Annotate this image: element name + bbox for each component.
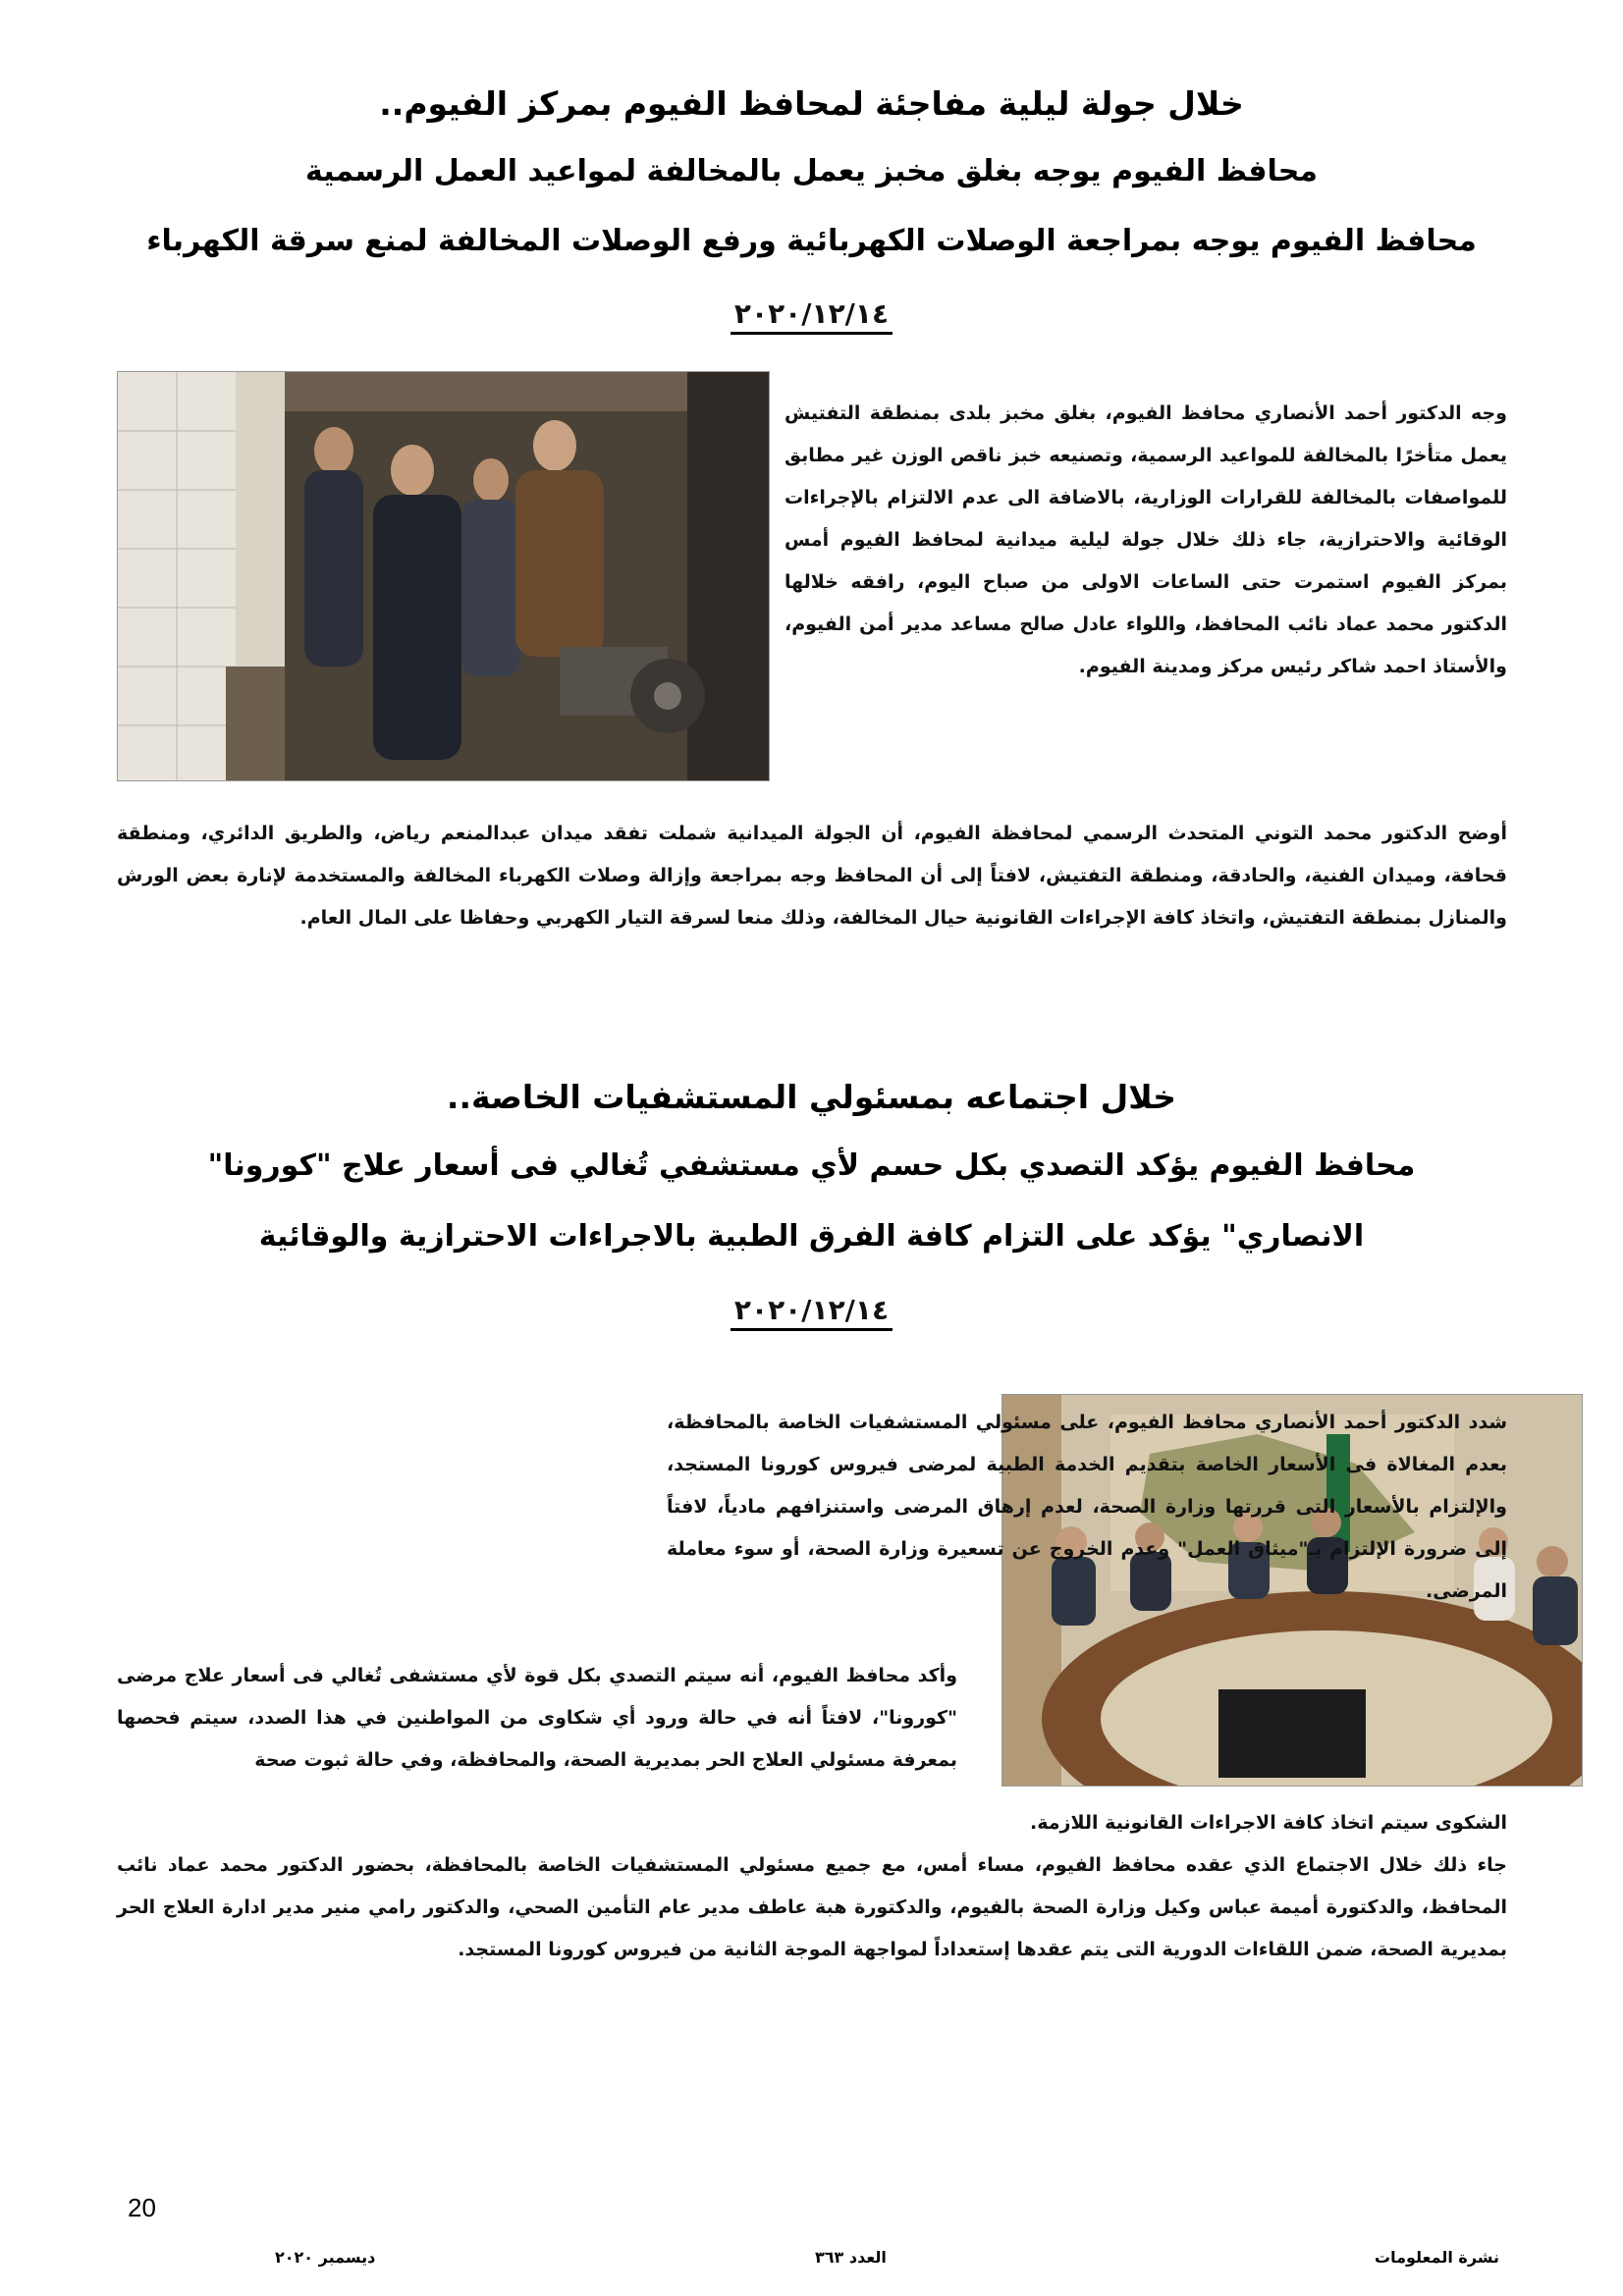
article1-paragraph-2: أوضح الدكتور محمد التوني المتحدث الرسمي لمحافظة الفيوم، أن الجولة الميدانية شملت تفقد ميدان عبدالمنعم رياض، والطريق الدائري، ومنطقة قحافة، وميدان الفنية، والحادقة، ومنطقة التفتيش، لافتاً إلى أن المحافظ وجه بمراجعة وإزالة وصلات الكهرباء المخالفة والمستخدمة لإنارة بعض الورش والمنازل بمنطقة التفتيش، واتخاذ كافة الإجراءات القانونية حيال المخالفة، وذلك منعا لسرقة التيار الكهربي وحفاظا على المال العام. xyxy=(117,823,1507,929)
article1-body xyxy=(117,393,1507,795)
photo-spacer xyxy=(117,393,784,795)
footer-month: ديسمبر ٢٠٢٠ xyxy=(275,2248,376,2267)
article2-paragraph-2: وأكد محافظ الفيوم، أنه سيتم التصدي بكل قوة لأي مستشفى تُغالي فى أسعار علاج مرضى "كورونا"، لافتاً أنه في حالة ورود أي شكاوى من المواطنين في هذا الصدد، سيتم فحصها بمعرفة مسئولي العلاج الحر بمديرية الصحة، والمحافظة، وفي حالة ثبوت صحة xyxy=(117,1665,957,1771)
article1-headline-2: محافظ الفيوم يوجه بمراجعة الوصلات الكهربائية ورفع الوصلات المخالفة لمنع سرقة الكهرباء xyxy=(146,224,1477,258)
footer-issue: العدد ٣٦٣ xyxy=(815,2248,887,2267)
article2-paragraph-3: جاء ذلك خلال الاجتماع الذي عقده محافظ الفيوم، مساء أمس، مع جميع مسئولي المستشفيات الخاصة بالمحافظة، بحضور الدكتور محمد عماد نائب المحافظ، والدكتورة أميمة عباس وكيل وزارة الصحة بالفيوم، والدكتورة هبة عاطف مدير عام التأمين الصحي، والدكتور رامي منير مدير ادارة العلاج الحر بمديرية الصحة، ضمن اللقاءات الدورية التى يتم عقدها إستعداداً لمواجهة الموجة الثانية من فيروس كورونا المستجد. xyxy=(117,1854,1507,1960)
page-number: 20 xyxy=(128,2193,156,2222)
article1-date xyxy=(0,297,1623,330)
article2-date-text: ٢٠٢٠/١٢/١٤ xyxy=(730,1294,893,1331)
article1-paragraph-1: وجه الدكتور أحمد الأنصاري محافظ الفيوم، بغلق مخبز بلدى بمنطقة التفتيش يعمل متأخرًا بالمخالفة للمواعيد الرسمية، وتصنيعه خبز ناقص الوزن غير مطابق للمواصفات بالمخالفة للقرارات الوزارية، بالاضافة الى عدم الالتزام بالإجراءات الوقائية والاحترازية، جاء ذلك خلال جولة ليلية ميدانية لمحافظ الفيوم أمس بمركز الفيوم استمرت حتى الساعات الاولى من صباح اليوم، رافقه خلالها الدكتور محمد عماد نائب المحافظ، واللواء عادل صالح مساعد مدير أمن الفيوم، والأستاذ احمد شاكر رئيس مركز ومدينة الفيوم. xyxy=(784,402,1507,677)
article2-date xyxy=(0,1294,1623,1326)
article2-paragraph-1: شدد الدكتور أحمد الأنصاري محافظ الفيوم، على مسئولي المستشفيات الخاصة بالمحافظة، بعدم المغالاة فى الأسعار الخاصة بتقديم الخدمة الطبية لمرضى فيروس كورونا المستجد، والإلتزام بالأسعار التى قررتها وزارة الصحة، لعدم إرهاق المرضى واستنزافهم مادياً، لافتاً إلى ضرورة الإلتزام بـ"ميثاق العمل" وعدم الخروج عن تسعيرة وزارة الصحة، أو سوء معاملة المرضى. xyxy=(667,1412,1507,1602)
article2-headline-2: الانصاري" يؤكد على التزام كافة الفرق الطبية بالاجراءات الاحترازية والوقائية xyxy=(258,1219,1365,1254)
article2-headline-1: محافظ الفيوم يؤكد التصدي بكل حسم لأي مستشفي تُغالي فى أسعار علاج "كورونا" xyxy=(207,1148,1416,1183)
article1-kicker: خلال جولة ليلية مفاجئة لمحافظ الفيوم بمركز الفيوم.. xyxy=(379,84,1244,123)
article2-paragraph-2-end: الشكوى سيتم اتخاذ كافة الاجراءات القانونية اللازمة. xyxy=(1030,1812,1507,1834)
footer-publication: نشرة المعلومات xyxy=(1375,2248,1500,2267)
article1-date-text: ٢٠٢٠/١٢/١٤ xyxy=(730,297,893,335)
article2-kicker: خلال اجتماعه بمسئولي المستشفيات الخاصة.. xyxy=(446,1078,1177,1116)
article1-headline-1: محافظ الفيوم يوجه بغلق مخبز يعمل بالمخالفة لمواعيد العمل الرسمية xyxy=(305,154,1318,188)
